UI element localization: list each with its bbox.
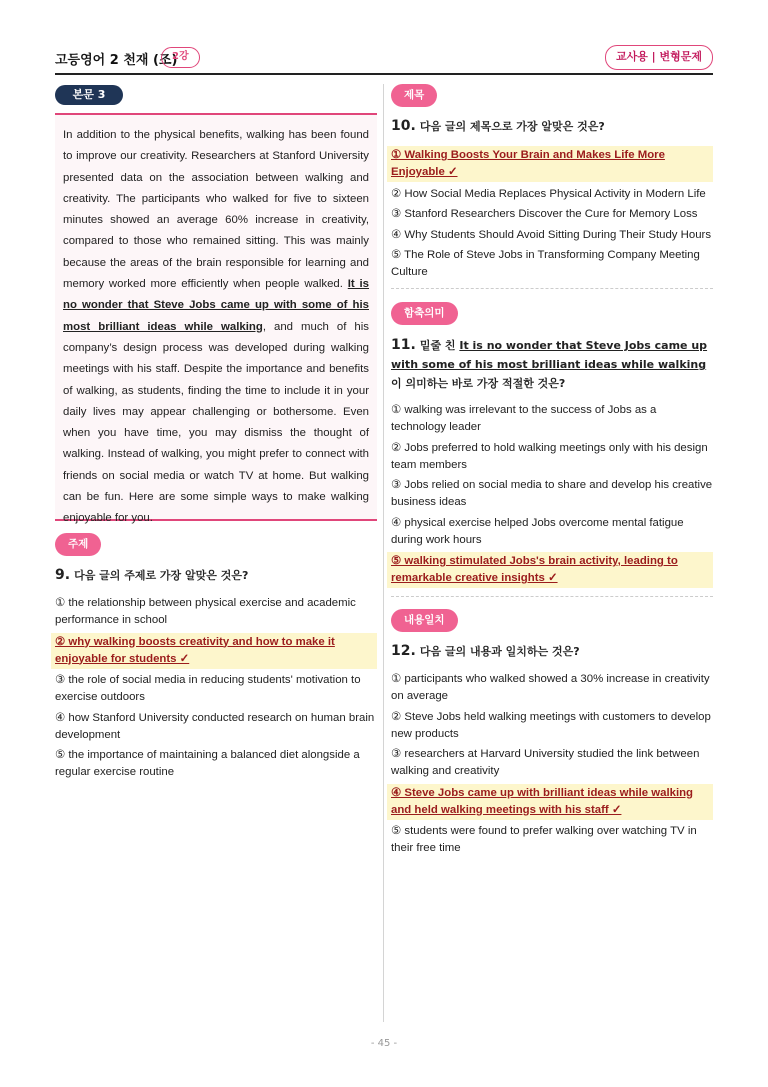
q11-title bbox=[391, 336, 713, 393]
passage-text-before: In addition to the physical benefits, walking has been found to improve our creativity. Researchers at Stanford University presented data on the association between walking and creativity. The participants who walked for five to sixteen minutes showed an average 60% increase in creativity, compared to those who remained sitting. This was mainly because the areas of the brain responsible for learning and memory worked more efficiently when people walked. bbox=[63, 129, 369, 291]
q10-option-3[interactable]: ③ Stanford Researchers Discover the Cure for Memory Loss bbox=[391, 208, 698, 220]
q9-option-1[interactable]: ① the relationship between physical exercise and academic performance in school bbox=[55, 597, 356, 626]
q12-option-5[interactable]: ⑤ students were found to prefer walking over watching TV in their free time bbox=[391, 825, 697, 854]
q12-title bbox=[391, 642, 713, 661]
q9-option-2-correct[interactable]: ② why walking boosts creativity and how to make it enjoyable for students ✓ bbox=[51, 633, 377, 669]
q9-number: 9. bbox=[55, 567, 71, 583]
q11-option-1[interactable]: ① walking was irrelevant to the success of Jobs as a technology leader bbox=[391, 404, 657, 433]
passage-tag: 본문 3 bbox=[55, 85, 123, 105]
q12-option-4-correct[interactable]: ④ Steve Jobs came up with brilliant ideas while walking and held walking meetings with his staff ✓ bbox=[387, 784, 713, 820]
q10-number: 10. bbox=[391, 118, 416, 134]
q11-prompt-post: 이 의미하는 바로 가장 적절한 것은? bbox=[391, 377, 566, 390]
q10-options bbox=[391, 146, 713, 285]
q11-option-4[interactable]: ④ physical exercise helped Jobs overcome mental fatigue during work hours bbox=[391, 516, 684, 546]
passage-text bbox=[63, 125, 369, 530]
header-divider bbox=[55, 73, 713, 75]
q9-option-3[interactable]: ③ the role of social media in reducing students' motivation to exercise outdoors bbox=[55, 674, 361, 703]
q10-option-4[interactable]: ④ Why Students Should Avoid Sitting During Their Study Hours bbox=[391, 228, 712, 241]
q9-title bbox=[55, 566, 377, 585]
q10-tag: 제목 bbox=[391, 84, 437, 107]
q12-prompt: 다음 글의 내용과 일치하는 것은? bbox=[419, 645, 580, 658]
q11-option-5-correct[interactable]: ⑤ walking stimulated Jobs's brain activity, leading to remarkable creative insights ✓ bbox=[387, 552, 713, 588]
q9-options bbox=[55, 595, 377, 785]
q12-option-3[interactable]: ③ researchers at Harvard University studied the link between walking and creativity bbox=[391, 748, 700, 777]
q10-option-2[interactable]: ② How Social Media Replaces Physical Activity in Modern Life bbox=[391, 187, 706, 200]
textbook-title: 고등영어 2 천재 (조) bbox=[55, 53, 178, 68]
q9-option-5[interactable]: ⑤ the importance of maintaining a balanced diet alongside a regular exercise routine bbox=[55, 749, 360, 778]
lesson-badge: 2강 bbox=[161, 47, 200, 68]
column-divider bbox=[383, 84, 384, 1022]
q11-options bbox=[391, 402, 713, 592]
q10-prompt: 다음 글의 제목으로 가장 알맞은 것은? bbox=[419, 120, 605, 133]
q11-prompt-underline: It is no wonder that Steve Jobs came up with some of his most brilliant ideas while walking bbox=[391, 339, 708, 371]
page-number: - 45 - bbox=[370, 1038, 398, 1049]
q12-option-2[interactable]: ② Steve Jobs held walking meetings with customers to develop new products bbox=[391, 710, 711, 740]
section-separator bbox=[391, 288, 713, 289]
q11-option-2[interactable]: ② Jobs preferred to hold walking meetings only with his design team members bbox=[391, 441, 708, 471]
q9-tag: 주제 bbox=[55, 533, 101, 556]
q9-option-4[interactable]: ④ how Stanford University conducted research on human brain development bbox=[55, 711, 375, 741]
q11-tag: 함축의미 bbox=[391, 302, 458, 325]
q10-option-5[interactable]: ⑤ The Role of Steve Jobs in Transforming Company Meeting Culture bbox=[391, 249, 700, 278]
page-header bbox=[55, 44, 713, 74]
q9-prompt: 다음 글의 주제로 가장 알맞은 것은? bbox=[74, 569, 249, 582]
passage-highlight: It is no wonder that Steve Jobs came up with some of his most brilliant ideas while walking bbox=[63, 278, 370, 333]
q11-option-3[interactable]: ③ Jobs relied on social media to share and develop his creative business ideas bbox=[391, 479, 713, 508]
q12-option-1[interactable]: ① participants who walked showed a 30% increase in creativity on average bbox=[391, 673, 710, 702]
q12-tag: 내용일치 bbox=[391, 609, 458, 632]
q11-number: 11. bbox=[391, 337, 416, 353]
teacher-edition-badge: 교사용 | 변형문제 bbox=[605, 45, 713, 70]
passage-text-after: , and much of his company’s design process was developed during walking meetings with his staff. Despite the importance and benefits of walking, as students, finding the time to include it in your daily lives may appear challenging or bothersome. Even when you have time, you may dismiss the thought of walking. Instead of walking, you might prefer to connect with friends on social media or watch TV at home. But walking can be fun. Here are some simple ways to make walking enjoyable for you. bbox=[63, 320, 369, 525]
q10-title bbox=[391, 117, 713, 136]
passage-box bbox=[55, 113, 377, 525]
section-separator bbox=[391, 596, 713, 597]
q12-options bbox=[391, 671, 713, 861]
q10-option-1-correct[interactable]: ① Walking Boosts Your Brain and Makes Life More Enjoyable ✓ bbox=[387, 146, 713, 182]
q11-prompt-pre: 밑줄 친 bbox=[419, 339, 460, 352]
q12-number: 12. bbox=[391, 643, 416, 659]
